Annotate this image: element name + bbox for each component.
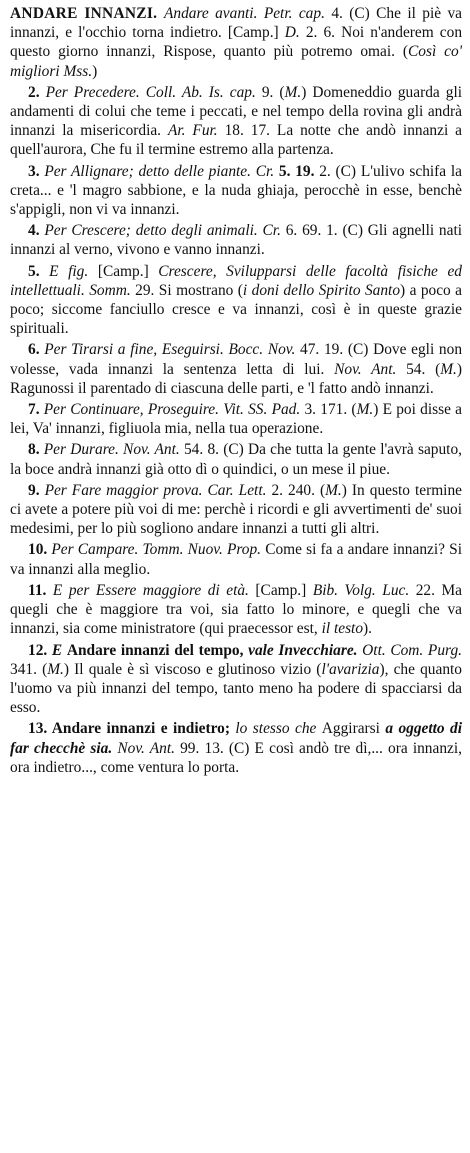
- text-run: 8.: [28, 441, 44, 459]
- text-run: D.: [284, 24, 306, 42]
- text-run: 3. 171. (: [304, 401, 357, 419]
- entry-2: [10, 83, 462, 160]
- text-run: 2. 240. (: [271, 481, 326, 499]
- entry-5: [10, 262, 462, 339]
- text-run: M.: [325, 481, 342, 499]
- text-run: 9.: [28, 481, 45, 499]
- entry-4: [10, 221, 462, 259]
- text-run: lo stesso che: [235, 720, 322, 738]
- entry-9: [10, 481, 462, 539]
- text-run: 54. (: [406, 360, 441, 378]
- text-run: Per Campare. Tomm. Nuov. Prop.: [51, 541, 266, 559]
- text-run: 22. Ma quegli che è maggiore tra voi, sia fatto lo minore, e quegli che va innanzi, sia come ministratore (qui praecessor est,: [10, 581, 462, 638]
- text-run: 6.: [28, 341, 45, 359]
- text-run: 12.: [28, 641, 52, 659]
- text-run: 99. 13. (C) E così andò tre dì,... ora innanzi, ora indietro..., come ventura lo porta.: [10, 739, 462, 776]
- entry-8: [10, 440, 462, 478]
- text-run: 3.: [28, 162, 45, 180]
- text-run: 10.: [28, 541, 52, 559]
- text-run: ) a poco a poco; siccome fanciullo cresce e va innanzi, così è in queste grazie spirituali.: [10, 281, 463, 338]
- text-run: [Camp.]: [255, 581, 313, 599]
- text-run: 13. Andare innanzi e indietro;: [28, 720, 236, 738]
- text-run: Per Allignare; detto delle piante. Cr.: [44, 162, 279, 180]
- text-run: E fig.: [49, 262, 98, 280]
- text-run: Per Tirarsi a fine, Eseguirsi. Bocc. Nov.: [44, 341, 301, 359]
- text-run: 341. (: [10, 660, 48, 678]
- text-run: a oggetto di far checchè sia.: [10, 720, 463, 757]
- entry-12: [10, 641, 462, 718]
- text-run: ), che quanto l'uomo va più innanzi del tempo, tanto meno ha podere di spacciarsi da esso.: [10, 660, 462, 717]
- entry-3: [10, 162, 462, 220]
- text-run: Per Durare. Nov. Ant.: [43, 441, 184, 459]
- entry-andare-innanzi: [10, 4, 462, 81]
- text-run: i doni dello Spirito Santo: [242, 281, 401, 299]
- text-run: Per Crescere; detto degli animali. Cr.: [44, 222, 286, 240]
- text-run: 5.: [28, 262, 50, 280]
- text-run: Per Fare maggior prova. Car. Lett.: [44, 481, 272, 499]
- text-run: E: [51, 641, 67, 659]
- text-run: Per Continuare, Proseguire. Vit. SS. Pad.: [43, 401, 305, 419]
- text-run: 7.: [28, 401, 44, 419]
- text-run: ) E poi disse a lei, Va' innanzi, figliuola mia, nella tua operazione.: [10, 401, 462, 438]
- text-run: M.: [356, 401, 374, 419]
- text-run: Come si fa a andare innanzi? Si va innanzi alla meglio.: [10, 541, 462, 578]
- text-run: 11.: [28, 581, 53, 599]
- entry-11: [10, 581, 462, 639]
- text-run: Crescere, Svilupparsi delle facoltà fisiche ed intellettuali. Somm.: [10, 262, 462, 299]
- text-run: 4.: [28, 222, 45, 240]
- text-run: 47. 19. (C) Dove egli non volesse, vada innanzi la sentenza letta di lui.: [10, 341, 463, 378]
- text-run: Così co' migliori Mss.: [10, 43, 462, 80]
- text-run: 18. 17. La notte che andò innanzi a quell'aurora, Che fu il termine estremo alla partenza.: [10, 122, 462, 159]
- entry-13: [10, 719, 462, 777]
- text-run: [Camp.]: [97, 262, 159, 280]
- entry-7: [10, 400, 462, 438]
- text-run: M.: [47, 660, 64, 678]
- text-run: Nov. Ant.: [117, 739, 181, 757]
- text-run: il testo: [321, 620, 364, 638]
- entry-10: [10, 540, 462, 578]
- text-run: ) Il quale è sì viscoso e glutinoso vizio (: [63, 660, 322, 678]
- text-run: vale Invecchiare.: [248, 641, 363, 659]
- text-run: 2.: [28, 83, 46, 101]
- text-run: Aggirarsi: [321, 720, 386, 738]
- text-run: ).: [363, 620, 373, 638]
- text-run: ) Domeneddio guarda gli andamenti di colui che teme i peccati, e nel tempo della rovina gli andrà innanzi la misericordia.: [10, 83, 462, 140]
- text-run: ) Ragunossi il parentado di ciascuna delle parti, e 'l fatto andò innanzi.: [10, 360, 463, 397]
- text-run: Nov. Ant.: [334, 360, 407, 378]
- text-run: 54. 8. (C) Da che tutta la gente l'avrà saputo, la boce andrà innanzi già otto dì o quindici, o un mese il piue.: [10, 441, 462, 478]
- text-run: 4. (C) Che il piè va innanzi, e l'occhio torna indietro. [Camp.]: [10, 5, 462, 42]
- text-run: M.: [440, 360, 457, 378]
- text-run: 2. (C) L'ulivo schifa la creta... e 'l magro sabbione, e la nuda ghiaja, perocchè in esse, benchè s'appigli, non vi va innanzi.: [10, 162, 463, 219]
- text-run: E per Essere maggiore di età.: [52, 581, 256, 599]
- text-run: 5. 19.: [278, 162, 320, 180]
- text-run: l'avarizia: [321, 660, 380, 678]
- text-run: Andare avanti. Petr. cap.: [163, 5, 332, 22]
- text-run: 6. 69. 1. (C) Gli agnelli nati innanzi al verno, vivono e vanno innanzi.: [10, 222, 462, 259]
- text-run: ) In questo termine ci avete a potere più voi di me: perchè i ricordi e gli avvertimenti de' suoi medesimi, per lo più sogliono andare innanzi a tutti gli altri.: [10, 481, 462, 538]
- text-run: Andare innanzi del tempo,: [66, 641, 249, 659]
- text-run: Bib. Volg. Luc.: [312, 581, 416, 599]
- text-run: Ar. Fur.: [167, 122, 225, 140]
- text-run: 29. Si mostrano (: [135, 281, 243, 299]
- entry-6: [10, 340, 462, 398]
- text-run: M.: [284, 83, 302, 101]
- text-run: 9. (: [261, 83, 285, 101]
- text-run: ANDARE INNANZI.: [10, 5, 164, 22]
- text-run: 2. 6. Noi n'anderem con questo giorno innanzi, Rispose, quanto più potremo omai. (: [10, 24, 463, 61]
- text-run: Per Precedere. Coll. Ab. Is. cap.: [45, 83, 262, 101]
- text-run: Ott. Com. Purg.: [362, 641, 462, 659]
- text-run: ): [92, 62, 98, 80]
